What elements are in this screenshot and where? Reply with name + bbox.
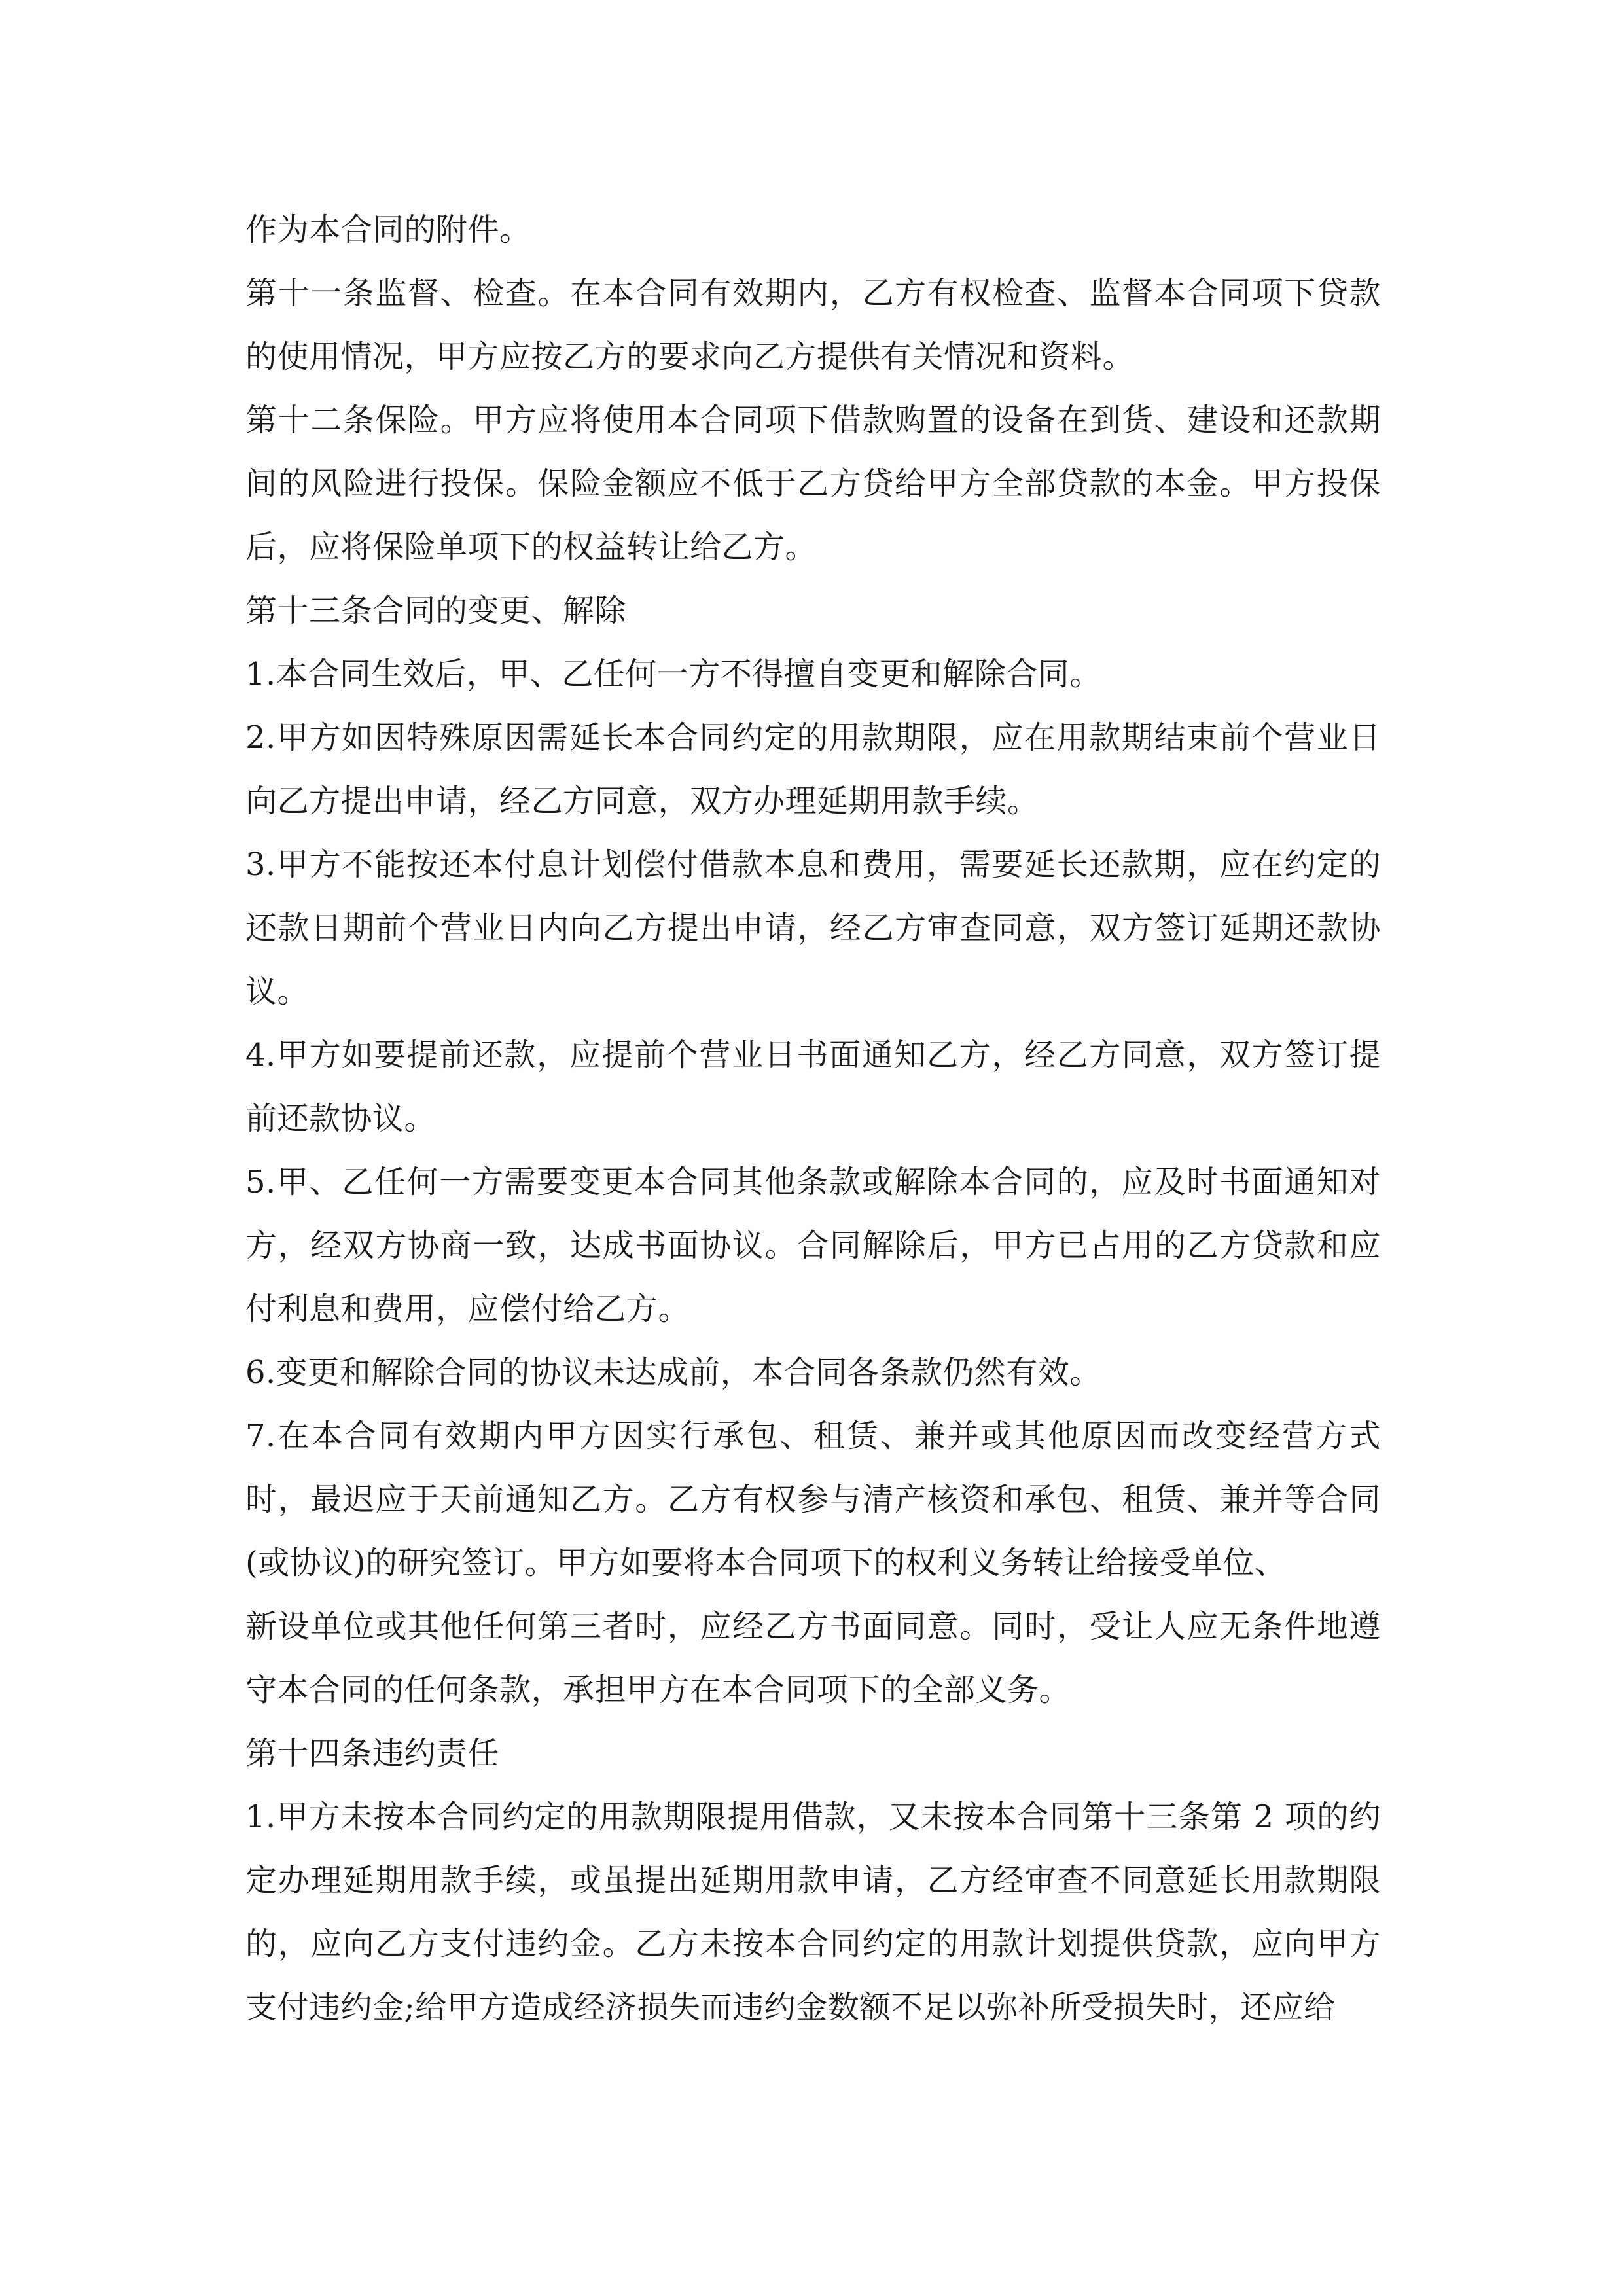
- paragraph-article-14-item-1: 1.甲方未按本合同约定的用款期限提用借款，又未按本合同第十三条第 2 项的约定办理延期用款手续，或虽提出延期用款申请，乙方经审查不同意延长用款期限的，应向乙方支付违约金。乙方未按本合同约定的用款计划提供贷款，应向甲方支付违约金;给甲方造成经济损失而违约金数额不足以弥补所受损失时，还应给: [245, 1799, 1381, 2026]
- paragraph-attachment: 作为本合同的附件。: [245, 211, 531, 248]
- paragraph-article-12: 第十二条保险。甲方应将使用本合同项下借款购置的设备在到货、建设和还款期间的风险进行投保。保险金额应不低于乙方贷给甲方全部贷款的本金。甲方投保后，应将保险单项下的权益转让给乙方。: [245, 402, 1381, 565]
- paragraph-article-13-item-6: 6.变更和解除合同的协议未达成前，本合同各条款仍然有效。: [245, 1354, 1101, 1391]
- heading-article-13: 第十三条合同的变更、解除: [245, 592, 627, 629]
- heading-article-14: 第十四条违约责任: [245, 1735, 500, 1772]
- paragraph-article-13-item-2: 2.甲方如因特殊原因需延长本合同约定的用款期限，应在用款期结束前个营业日向乙方提出申请，经乙方同意，双方办理延期用款手续。: [245, 719, 1381, 819]
- paragraph-article-13-item-3: 3.甲方不能按还本付息计划偿付借款本息和费用，需要延长还款期，应在约定的还款日期前个营业日内向乙方提出申请，经乙方审查同意，双方签订延期还款协议。: [245, 846, 1381, 1010]
- paragraph-article-13-item-1: 1.本合同生效后，甲、乙任何一方不得擅自变更和解除合同。: [245, 656, 1101, 692]
- paragraph-article-13-item-4: 4.甲方如要提前还款，应提前个营业日书面通知乙方，经乙方同意，双方签订提前还款协议。: [245, 1037, 1381, 1137]
- paragraph-article-13-item-7-cont: 新设单位或其他任何第三者时，应经乙方书面同意。同时，受让人应无条件地遵守本合同的任何条款，承担甲方在本合同项下的全部义务。: [245, 1608, 1381, 1708]
- paragraph-article-13-item-7: 7.在本合同有效期内甲方因实行承包、租赁、兼并或其他原因而改变经营方式时，最迟应于天前通知乙方。乙方有权参与清产核资和承包、租赁、兼并等合同(或协议)的研究签订。甲方如要将本合同项下的权利义务转让给接受单位、: [245, 1418, 1381, 1581]
- paragraph-article-11: 第十一条监督、检查。在本合同有效期内，乙方有权检查、监督本合同项下贷款的使用情况，甲方应按乙方的要求向乙方提供有关情况和资料。: [245, 275, 1381, 375]
- paragraph-article-13-item-5: 5.甲、乙任何一方需要变更本合同其他条款或解除本合同的，应及时书面通知对方，经双方协商一致，达成书面协议。合同解除后，甲方已占用的乙方贷款和应付利息和费用，应偿付给乙方。: [245, 1164, 1381, 1327]
- document-body: [245, 198, 1381, 2039]
